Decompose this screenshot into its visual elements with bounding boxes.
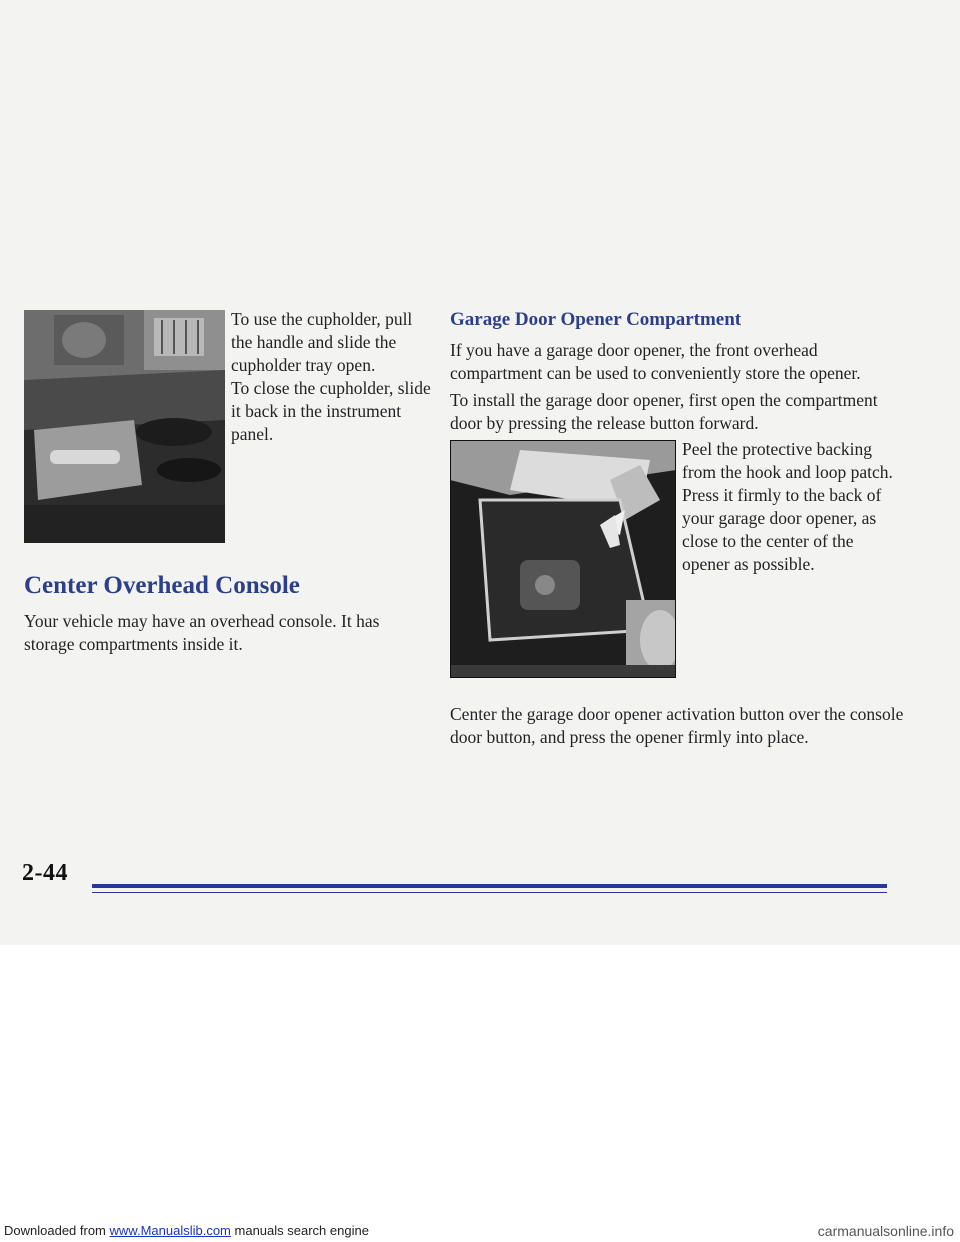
center-overhead-console-text [24,610,424,656]
page-number: 2-44 [22,860,68,886]
download-suffix: manuals search engine [234,1223,369,1238]
cupholder-close-text [231,377,431,446]
footer-rule-thick [92,884,887,888]
manualslib-link[interactable]: www.Manualslib.com [109,1223,231,1238]
garage-intro-text [450,339,910,385]
cupholder-use-text [231,308,431,377]
center-opener-paragraph: Center the garage door opener activation button over the console door button, and press the opener firmly into place. [450,704,904,747]
footer-rule-thin [92,892,887,893]
peel-backing-text [682,438,897,576]
download-footer [0,1220,960,1242]
cupholder-photo [24,310,225,543]
garage-install-text [450,389,910,435]
download-source-text [4,1220,369,1242]
garage-install-paragraph: To install the garage door opener, first open the compartment door by pressing the release button forward. [450,390,878,433]
center-overhead-console-heading: Center Overhead Console [24,572,300,599]
garage-opener-photo [450,440,676,678]
peel-backing-paragraph: Peel the protective backing from the hook and loop patch. Press it firmly to the back of your garage door opener, as close to the center of the opener as possible. [682,439,893,574]
garage-door-opener-heading: Garage Door Opener Compartment [450,309,742,330]
center-console-paragraph: Your vehicle may have an overhead console. It has storage compartments inside it. [24,611,380,654]
center-opener-text [450,703,910,749]
cupholder-close-paragraph: To close the cupholder, slide it back in the instrument panel. [231,378,431,444]
download-prefix: Downloaded from [4,1223,106,1238]
garage-intro-paragraph: If you have a garage door opener, the front overhead compartment can be used to conveniently store the opener. [450,340,861,383]
watermark-text: carmanualsonline.info [817,1223,954,1239]
cupholder-use-paragraph: To use the cupholder, pull the handle and slide the cupholder tray open. [231,309,413,375]
